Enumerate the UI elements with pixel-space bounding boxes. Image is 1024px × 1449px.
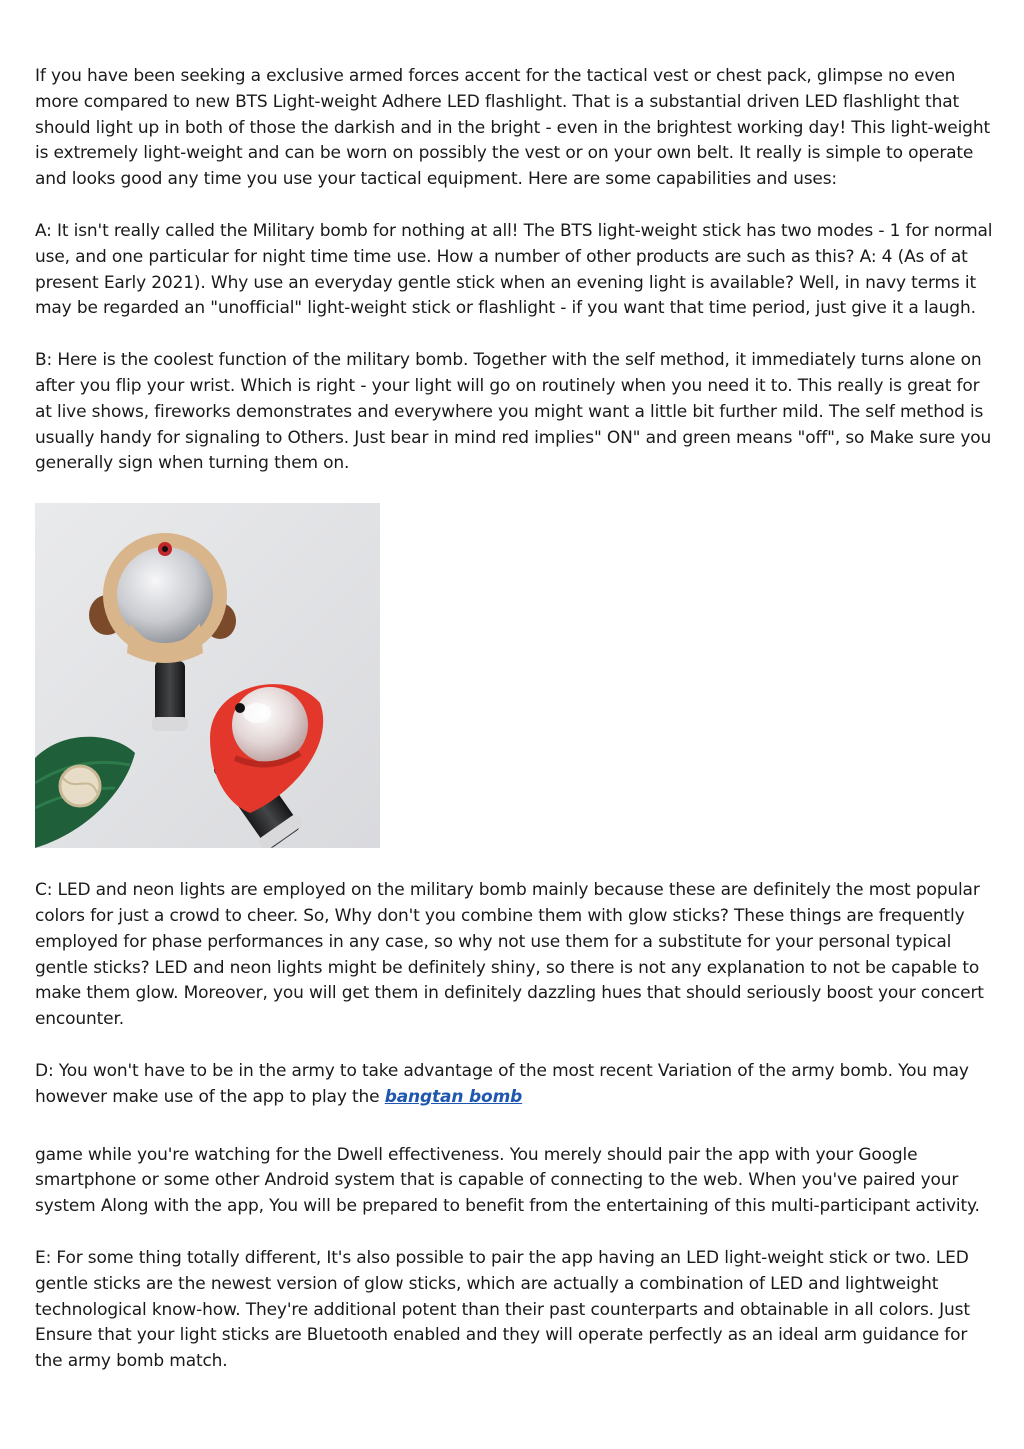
light-stick-photo-icon	[35, 503, 380, 848]
paragraph-e: E: For some thing totally different, It's also possible to pair the app having an LED light-weight stick or two. LED gentle sticks are the newest version of glow sticks, which are actually a combination of LED and lightweight technological know-how. They're additional potent than their past counterparts and obtainable in all colors. Just Ensure that your light sticks are Bluetooth enabled and they will operate perfectly as an ideal arm guidance for the army bomb match.	[35, 1247, 970, 1372]
light-stick-photo	[35, 503, 380, 848]
paragraph-game: game while you're watching for the Dwell effectiveness. You merely should pair the app with your Google smartphone or some other Android system that is capable of connecting to the web. When you've paired your system Along with the app, You will be prepared to benefit from the entertaining of this multi-participant activity.	[35, 1144, 980, 1217]
paragraph-c: C: LED and neon lights are employed on the military bomb mainly because these are definitely the most popular colors for just a crowd to cheer. So, Why don't you combine them with glow sticks? These things are frequently employed for phase performances in any case, so why not use them for a substitute for your personal typical gentle sticks? LED and neon lights might be definitely shiny, so there is not any explanation to not be capable to make them glow. Moreover, you will get them in definitely dazzling hues that should seriously boost your concert encounter.	[35, 880, 984, 1030]
paragraph-intro: If you have been seeking a exclusive armed forces accent for the tactical vest or chest pack, glimpse no even more compared to new BTS Light-weight Adhere LED flashlight. That is a substantial driven LED flashlight that should light up in both of those the darkish and in the bright - even in the brightest working day! This light-weight is extremely light-weight and can be worn on possibly the vest or on your own belt. It really is simple to operate and looks good any time you use your tactical equipment. Here are some capabilities and uses:	[35, 66, 990, 190]
bangtan-bomb-link[interactable]: bangtan bomb	[384, 1086, 523, 1107]
paragraph-d-text: D: You won't have to be in the army to take advantage of the most recent Variation of the army bomb. You may however make use of the app to play the	[35, 1060, 969, 1107]
article	[35, 64, 995, 1401]
paragraph-b: B: Here is the coolest function of the military bomb. Together with the self method, it immediately turns alone on after you flip your wrist. Which is right - your light will go on routinely when you need it to. This really is great for at live shows, fireworks demonstrates and everywhere you might want a little bit further mild. The self method is usually handy for signaling to Others. Just bear in mind red implies" ON" and green means "off", so Make sure you generally sign when turning them on.	[35, 350, 992, 474]
paragraph-a: A: It isn't really called the Military bomb for nothing at all! The BTS light-weight stick has two modes - 1 for normal use, and one particular for night time time use. How a number of other products are such as this? A: 4 (As of at present Early 2021). Why use an everyday gentle stick when an evening light is available? Well, in navy terms it may be regarded an "unofficial" light-weight stick or flashlight - if you want that time period, just give it a laugh.	[35, 220, 993, 319]
paragraph-d	[35, 1059, 995, 1111]
